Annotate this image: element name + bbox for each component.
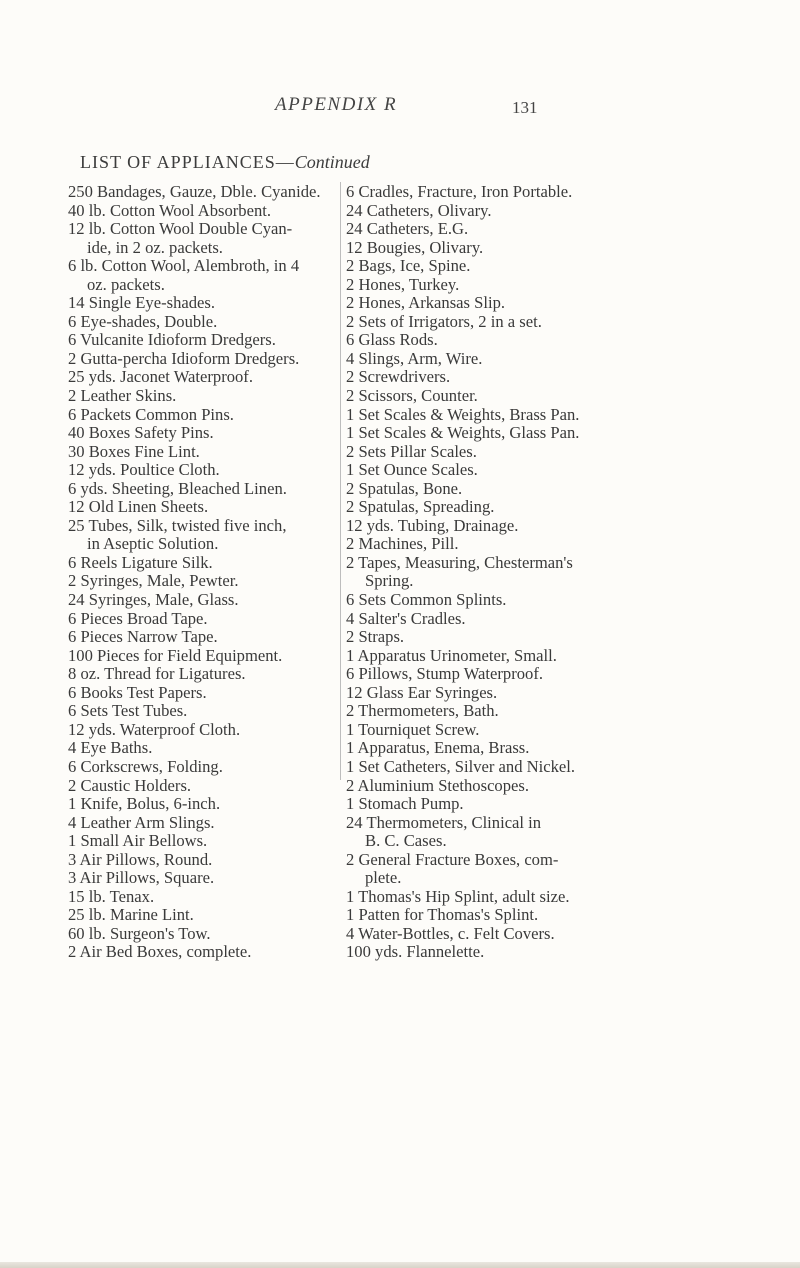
- list-item-continuation: B. C. Cases.: [365, 831, 447, 851]
- list-item: [346, 498, 738, 517]
- list-item: [68, 721, 336, 740]
- list-item: [68, 202, 336, 221]
- list-item-text: 100 yds. Flannelette.: [346, 942, 485, 962]
- list-item-text: 1 Set Scales & Weights, Glass Pan.: [346, 423, 580, 443]
- list-item-text: 2 Caustic Holders.: [68, 775, 192, 795]
- list-title: [80, 152, 370, 173]
- list-item-text: 12 Bougies, Olivary.: [346, 237, 484, 257]
- list-item-text: 6 Glass Rods.: [346, 330, 438, 350]
- list-item-text: 25 lb. Marine Lint.: [68, 905, 194, 925]
- list-item-text: 1 Thomas's Hip Splint, adult size.: [346, 886, 570, 906]
- left-column: [68, 183, 336, 962]
- list-item: [346, 739, 738, 758]
- list-item: [68, 777, 336, 796]
- list-item-text: 6 Pieces Narrow Tape.: [68, 627, 218, 647]
- list-item-text: 2 Straps.: [346, 627, 405, 647]
- list-item-text: 3 Air Pillows, Round.: [68, 849, 213, 869]
- list-item: [68, 461, 336, 480]
- list-item: [68, 591, 336, 610]
- list-item: [346, 294, 738, 313]
- column-divider: [340, 182, 341, 780]
- list-item: [68, 313, 336, 332]
- list-item-text: 6 lb. Cotton Wool, Alembroth, in 4: [68, 256, 300, 276]
- list-item: [346, 331, 738, 350]
- list-item-text: 6 Eye-shades, Double.: [68, 311, 218, 331]
- list-item: [346, 906, 738, 925]
- list-item: [68, 888, 336, 907]
- list-item: [346, 795, 738, 814]
- list-item-text: 2 Tapes, Measuring, Chesterman's: [346, 552, 573, 572]
- list-item-text: 2 Gutta-percha Idioform Dredgers.: [68, 348, 300, 368]
- list-item-text: 12 Old Linen Sheets.: [68, 497, 209, 517]
- list-item: [68, 795, 336, 814]
- list-item-text: 12 Glass Ear Syringes.: [346, 682, 498, 702]
- list-item-text: 4 Salter's Cradles.: [346, 608, 466, 628]
- list-item-text: 24 Syringes, Male, Glass.: [68, 590, 239, 610]
- list-item: [346, 239, 738, 258]
- list-title-continued: Continued: [294, 152, 370, 172]
- list-item: [68, 572, 336, 591]
- list-item-text: 1 Apparatus Urinometer, Small.: [346, 645, 557, 665]
- list-item: [346, 480, 738, 499]
- right-column: [346, 183, 738, 962]
- list-item-text: 4 Slings, Arm, Wire.: [346, 348, 483, 368]
- list-item: [346, 202, 738, 221]
- list-item: [68, 739, 336, 758]
- list-item: [346, 684, 738, 703]
- list-item: [68, 665, 336, 684]
- list-item: [346, 387, 738, 406]
- list-item: [68, 183, 336, 202]
- list-item: [68, 610, 336, 629]
- list-item: [346, 814, 738, 851]
- list-item: [346, 350, 738, 369]
- list-item: [68, 943, 336, 962]
- list-item: [346, 610, 738, 629]
- list-item-text: 2 Sets Pillar Scales.: [346, 441, 477, 461]
- list-item-continuation: Spring.: [365, 571, 414, 591]
- list-item-text: 2 General Fracture Boxes, com-: [346, 849, 559, 869]
- list-item-text: 2 Hones, Arkansas Slip.: [346, 293, 506, 313]
- list-item: [346, 851, 738, 888]
- list-item-text: 25 yds. Jaconet Waterproof.: [68, 367, 253, 387]
- list-item-text: 4 Water-Bottles, c. Felt Covers.: [346, 923, 555, 943]
- list-item: [68, 443, 336, 462]
- list-item-text: 2 Air Bed Boxes, complete.: [68, 942, 252, 962]
- list-item-text: 40 Boxes Safety Pins.: [68, 423, 214, 443]
- running-title: APPENDIX R: [275, 94, 398, 115]
- list-item-continuation: plete.: [365, 868, 402, 888]
- list-item-text: 6 Sets Test Tubes.: [68, 701, 188, 721]
- list-item: [68, 294, 336, 313]
- list-item: [68, 368, 336, 387]
- list-item-text: 14 Single Eye-shades.: [68, 293, 216, 313]
- list-item-text: 1 Tourniquet Screw.: [346, 719, 480, 739]
- list-item: [346, 220, 738, 239]
- list-item-text: 100 Pieces for Field Equipment.: [68, 645, 283, 665]
- list-item-text: 2 Aluminium Stethoscopes.: [346, 775, 529, 795]
- list-item-text: 2 Hones, Turkey.: [346, 274, 460, 294]
- list-item-text: 1 Stomach Pump.: [346, 794, 464, 814]
- page-bottom-edge: [0, 1262, 800, 1268]
- list-item: [346, 276, 738, 295]
- list-item: [346, 535, 738, 554]
- running-head: [0, 88, 800, 118]
- list-item-text: 6 Books Test Papers.: [68, 682, 207, 702]
- list-item-text: 250 Bandages, Gauze, Dble. Cyanide.: [68, 182, 321, 201]
- list-item-text: 40 lb. Cotton Wool Absorbent.: [68, 200, 272, 220]
- list-item-text: 12 yds. Waterproof Cloth.: [68, 719, 241, 739]
- list-item: [346, 406, 738, 425]
- list-item-text: 1 Set Scales & Weights, Brass Pan.: [346, 404, 580, 424]
- list-item-text: 3 Air Pillows, Square.: [68, 868, 215, 888]
- list-item-text: 25 Tubes, Silk, twisted five inch,: [68, 515, 287, 535]
- list-item: [346, 313, 738, 332]
- list-item-text: 6 Reels Ligature Silk.: [68, 552, 213, 572]
- list-item: [68, 331, 336, 350]
- list-item: [68, 517, 336, 554]
- list-item-text: 2 Leather Skins.: [68, 386, 177, 406]
- list-item: [346, 424, 738, 443]
- list-item-text: 1 Set Ounce Scales.: [346, 460, 478, 480]
- list-item: [346, 777, 738, 796]
- list-item-text: 6 yds. Sheeting, Bleached Linen.: [68, 478, 287, 498]
- list-item-text: 1 Set Catheters, Silver and Nickel.: [346, 756, 576, 776]
- list-item-text: 6 Pillows, Stump Waterproof.: [346, 664, 544, 684]
- list-item: [346, 758, 738, 777]
- list-item-text: 6 Vulcanite Idioform Dredgers.: [68, 330, 276, 350]
- list-item-text: 6 Sets Common Splints.: [346, 590, 507, 610]
- list-item-text: 8 oz. Thread for Ligatures.: [68, 664, 246, 684]
- list-item: [346, 925, 738, 944]
- list-item: [68, 758, 336, 777]
- list-item: [68, 220, 336, 257]
- list-item-text: 4 Eye Baths.: [68, 738, 153, 758]
- list-item: [68, 684, 336, 703]
- list-item: [346, 647, 738, 666]
- list-item: [346, 517, 738, 536]
- list-item-text: 2 Bags, Ice, Spine.: [346, 256, 471, 276]
- list-item-text: 4 Leather Arm Slings.: [68, 812, 215, 832]
- list-item: [68, 498, 336, 517]
- list-item: [346, 368, 738, 387]
- list-item: [346, 943, 738, 962]
- list-item-text: 1 Patten for Thomas's Splint.: [346, 905, 539, 925]
- list-item: [68, 554, 336, 573]
- list-item: [346, 554, 738, 591]
- list-item-text: 24 Catheters, Olivary.: [346, 200, 492, 220]
- list-item-text: 2 Thermometers, Bath.: [346, 701, 499, 721]
- list-item-text: 30 Boxes Fine Lint.: [68, 441, 200, 461]
- list-item-text: 24 Thermometers, Clinical in: [346, 812, 542, 832]
- list-item: [68, 851, 336, 870]
- list-item-text: 6 Corkscrews, Folding.: [68, 756, 223, 776]
- list-item: [68, 406, 336, 425]
- list-item: [68, 350, 336, 369]
- list-item: [346, 721, 738, 740]
- list-item: [68, 257, 336, 294]
- list-item: [346, 461, 738, 480]
- list-item-text: 2 Syringes, Male, Pewter.: [68, 571, 239, 591]
- list-item-text: 1 Small Air Bellows.: [68, 831, 208, 851]
- list-title-main: LIST OF APPLIANCES—: [80, 152, 295, 172]
- list-item-continuation: ide, in 2 oz. packets.: [87, 237, 223, 257]
- list-item-continuation: oz. packets.: [87, 274, 165, 294]
- list-item-text: 12 yds. Tubing, Drainage.: [346, 515, 519, 535]
- list-item: [68, 814, 336, 833]
- list-item-text: 6 Pieces Broad Tape.: [68, 608, 208, 628]
- list-item-text: 2 Screwdrivers.: [346, 367, 451, 387]
- list-item-text: 12 yds. Poultice Cloth.: [68, 460, 220, 480]
- list-item: [346, 665, 738, 684]
- list-item-text: 24 Catheters, E.G.: [346, 219, 469, 239]
- list-item-text: 6 Cradles, Fracture, Iron Portable.: [346, 182, 573, 201]
- list-item-text: 1 Knife, Bolus, 6-inch.: [68, 794, 221, 814]
- list-item: [68, 647, 336, 666]
- list-item: [68, 480, 336, 499]
- list-item: [346, 702, 738, 721]
- list-item: [68, 387, 336, 406]
- list-item: [68, 832, 336, 851]
- list-item: [346, 257, 738, 276]
- list-item: [68, 925, 336, 944]
- list-item: [68, 628, 336, 647]
- list-item-text: 2 Machines, Pill.: [346, 534, 459, 554]
- list-item: [346, 628, 738, 647]
- list-item-text: 2 Spatulas, Bone.: [346, 478, 463, 498]
- list-item: [68, 906, 336, 925]
- list-item-text: 15 lb. Tenax.: [68, 886, 155, 906]
- list-item-text: 60 lb. Surgeon's Tow.: [68, 923, 211, 943]
- list-item: [346, 591, 738, 610]
- list-item: [68, 702, 336, 721]
- list-item: [346, 888, 738, 907]
- list-item: [68, 424, 336, 443]
- list-item-text: 6 Packets Common Pins.: [68, 404, 234, 424]
- list-item-text: 12 lb. Cotton Wool Double Cyan-: [68, 219, 293, 239]
- list-item-continuation: in Aseptic Solution.: [87, 534, 219, 554]
- list-item-text: 2 Spatulas, Spreading.: [346, 497, 495, 517]
- list-item: [346, 443, 738, 462]
- list-item: [346, 183, 738, 202]
- page-number: 131: [512, 98, 538, 117]
- list-item: [68, 869, 336, 888]
- list-item-text: 2 Scissors, Counter.: [346, 386, 478, 406]
- list-item-text: 2 Sets of Irrigators, 2 in a set.: [346, 311, 542, 331]
- list-item-text: 1 Apparatus, Enema, Brass.: [346, 738, 530, 758]
